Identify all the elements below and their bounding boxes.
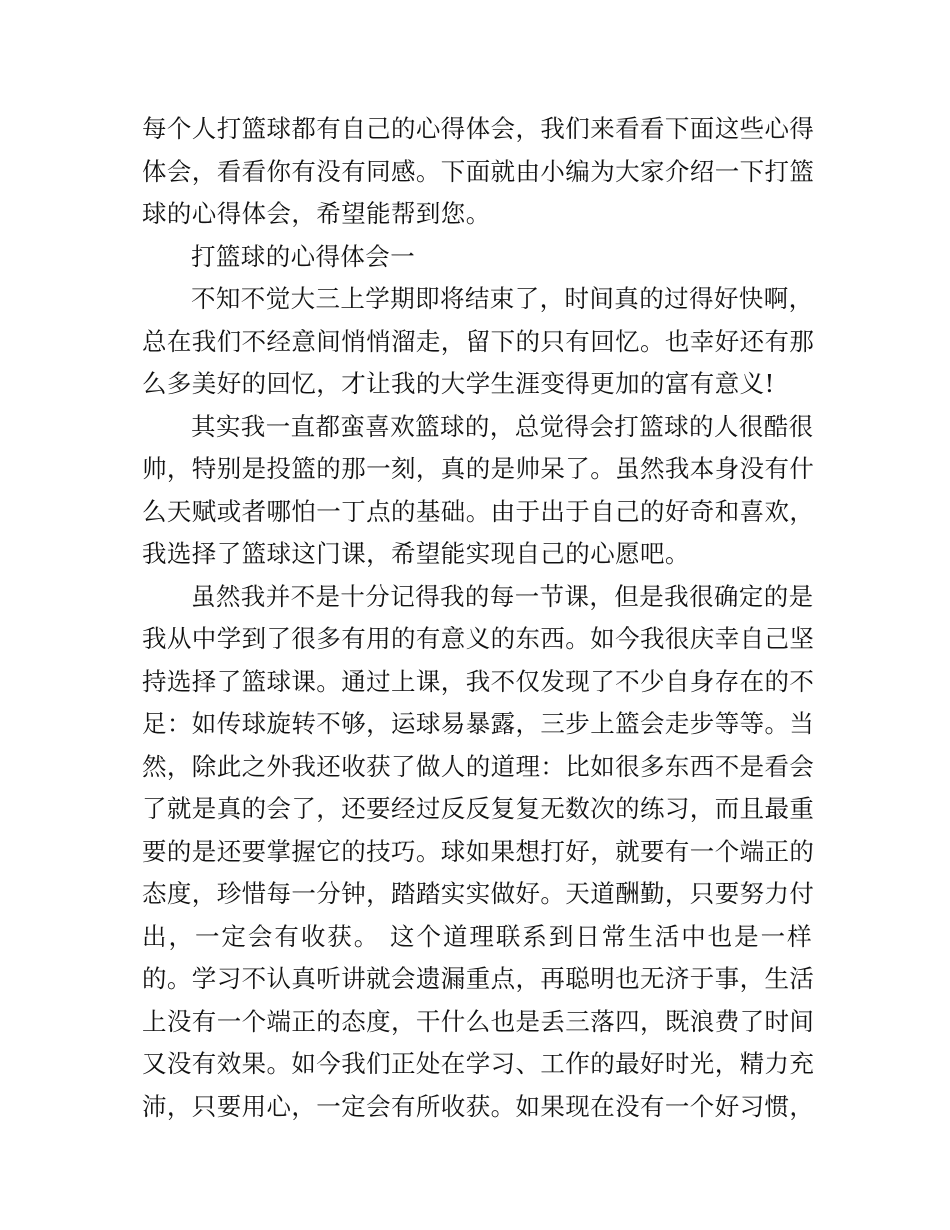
text-line: 要的是还要掌握它的技巧。球如果想打好，就要有一个端正的 — [142, 836, 815, 866]
text-line: 每个人打篮球都有自己的心得体会，我们来看看下面这些心得 — [142, 114, 815, 143]
text-line: 上没有一个端正的态度，干什么也是丢三落四，既浪费了时间 — [142, 1006, 815, 1036]
text-line: 我选择了篮球这门课，希望能实现自己的心愿吧。 — [142, 539, 690, 568]
text-line: 虽然我并不是十分记得我的每一节课，但是我很确定的是 — [191, 581, 814, 611]
text-line: 球的心得体会，希望能帮到您。 — [142, 199, 491, 228]
document-body — [142, 108, 815, 1128]
text-line: 持选择了篮球课。通过上课，我不仅发现了不少自身存在的不 — [142, 666, 815, 696]
text-line: 又没有效果。如今我们正处在学习、工作的最好时光，精力充 — [142, 1049, 815, 1078]
text-line: 然，除此之外我还收获了做人的道理：比如很多东西不是看会 — [142, 751, 815, 781]
text-line: 沛，只要用心，一定会有所收获。如果现在没有一个好习惯， — [142, 1091, 815, 1121]
text-line: 的。学习不认真听讲就会遗漏重点，再聪明也无济于事，生活 — [142, 964, 815, 993]
text-line: 足：如传球旋转不够，运球易暴露，三步上篮会走步等等。当 — [142, 709, 815, 738]
text-line: 么多美好的回忆，才让我的大学生涯变得更加的富有意义! — [142, 369, 775, 398]
text-line: 不知不觉大三上学期即将结束了，时间真的过得好快啊， — [191, 284, 814, 313]
text-line: 体会，看看你有没有同感。下面就由小编为大家介绍一下打篮 — [142, 156, 815, 186]
text-line: 我从中学到了很多有用的有意义的东西。如今我很庆幸自己坚 — [142, 624, 815, 653]
text-line: 出，一定会有收获。 这个道理联系到日常生活中也是一样 — [142, 921, 812, 951]
text-line: 其实我一直都蛮喜欢篮球的，总觉得会打篮球的人很酷很 — [191, 411, 814, 441]
text-line: 么天赋或者哪怕一丁点的基础。由于出于自己的好奇和喜欢， — [142, 496, 815, 526]
text-line: 打篮球的心得体会一 — [191, 241, 416, 271]
text-line: 态度，珍惜每一分钟，踏踏实实做好。天道酬勤，只要努力付 — [142, 879, 815, 908]
text-line: 了就是真的会了，还要经过反反复复无数次的练习，而且最重 — [142, 794, 815, 823]
text-line: 帅，特别是投篮的那一刻，真的是帅呆了。虽然我本身没有什 — [142, 454, 815, 483]
text-line: 总在我们不经意间悄悄溜走，留下的只有回忆。也幸好还有那 — [142, 326, 815, 356]
